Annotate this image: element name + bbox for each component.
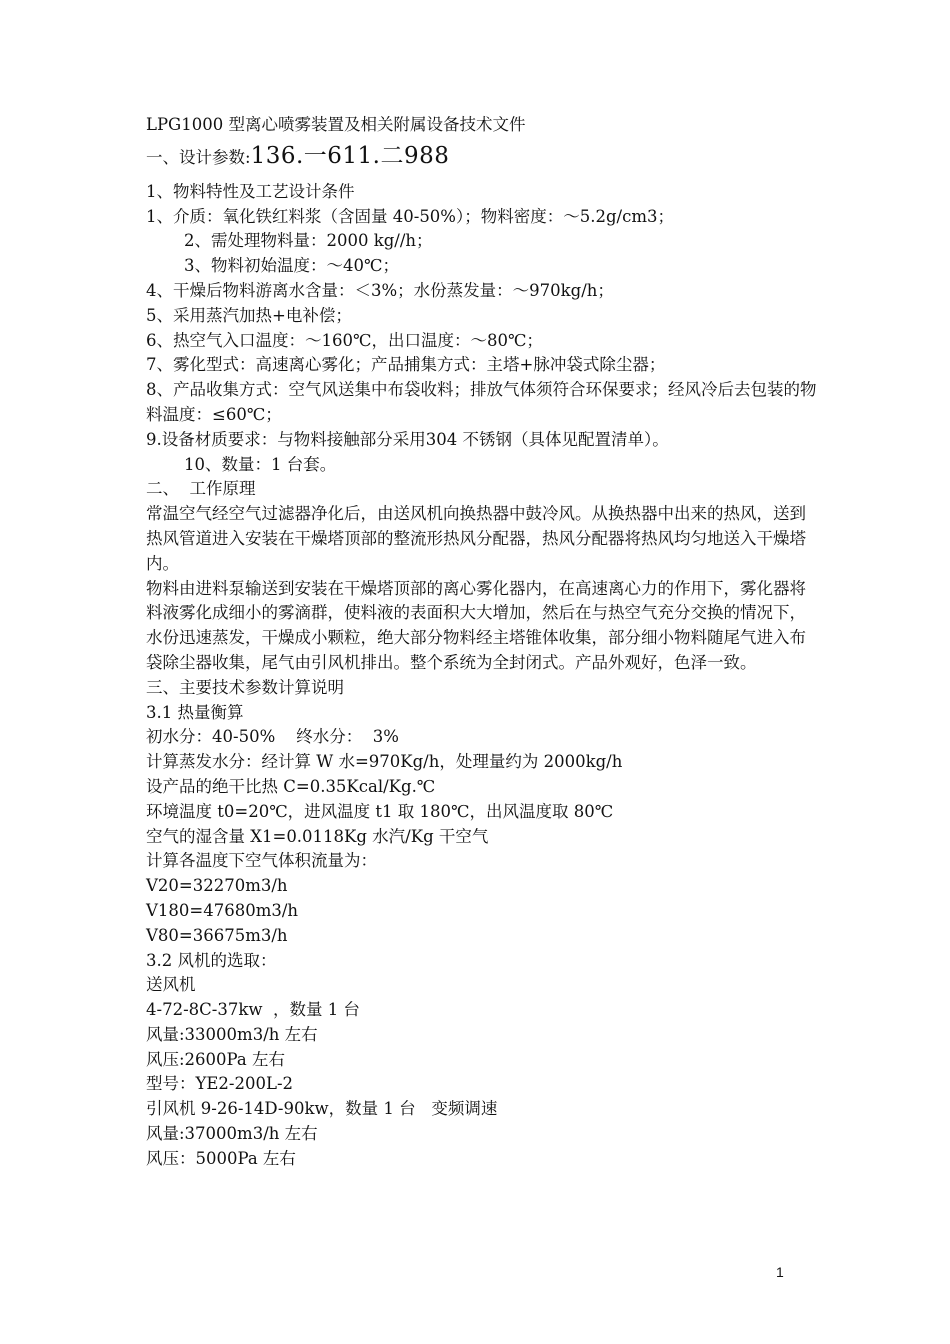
paragraph: 计算各温度下空气体积流量为： bbox=[146, 851, 377, 871]
paragraph: V180=47680m3/h bbox=[146, 900, 299, 920]
paragraph: 二、 工作原理 bbox=[146, 479, 256, 499]
paragraph: 3.1 热量衡算 bbox=[146, 702, 244, 722]
paragraph: 3.2 风机的选取： bbox=[146, 950, 277, 970]
paragraph: 风压：5000Pa 左右 bbox=[146, 1148, 296, 1168]
paragraph: 7、雾化型式：高速离心雾化；产品捕集方式：主塔+脉冲袋式除尘器； bbox=[146, 355, 666, 375]
paragraph: 4-72-8C-37kw ，数量 1 台 bbox=[146, 1000, 360, 1020]
paragraph: 三、主要技术参数计算说明 bbox=[146, 677, 344, 697]
paragraph: 常温空气经空气过滤器净化后，由送风机向换热器中鼓冷风。从换热器中出来的热风，送到热风管道进入安装在干燥塔顶部的整流形热风分配器，热风分配器将热风均匀地送入干燥塔内。 bbox=[146, 504, 806, 573]
paragraph: 计算蒸发水分：经计算 W 水=970Kg/h，处理量约为 2000kg/h bbox=[146, 752, 623, 772]
paragraph: 2、需处理物料量：2000 kg//h； bbox=[184, 231, 433, 251]
paragraph: 初水分：40-50% 终水分： 3% bbox=[146, 727, 399, 747]
paragraph: 10、数量：1 台套。 bbox=[184, 454, 337, 474]
paragraph: 1、物料特性及工艺设计条件 bbox=[146, 181, 355, 201]
paragraph: 环境温度 t0=20℃，进风温度 t1 取 180℃，出风温度取 80℃ bbox=[146, 801, 614, 821]
paragraph: 3、物料初始温度：～40℃； bbox=[184, 256, 399, 276]
paragraph: 9.设备材质要求：与物料接触部分采用304 不锈钢（具体见配置清单）。 bbox=[146, 429, 669, 449]
paragraph: 风量:33000m3/h 左右 bbox=[146, 1024, 318, 1044]
paragraph: 6、热空气入口温度：～160℃，出口温度：～80℃； bbox=[146, 330, 543, 350]
paragraph: 设产品的绝干比热 C=0.35Kcal/Kg.℃ bbox=[146, 776, 436, 796]
paragraph: 1、介质：氧化铁红料浆（含固量 40-50%）；物料密度：～5.2g/cm3； bbox=[146, 206, 674, 226]
page-number: 1 bbox=[776, 1264, 784, 1280]
paragraph-list bbox=[146, 180, 818, 1172]
paragraph: 4、干燥后物料游离水含量：＜3%；水份蒸发量：～970kg/h； bbox=[146, 280, 614, 300]
paragraph: 风压:2600Pa 左右 bbox=[146, 1049, 285, 1069]
paragraph: 物料由进料泵输送到安装在干燥塔顶部的离心雾化器内，在高速离心力的作用下，雾化器将料液雾化成细小的雾滴群，使料液的表面积大大增加，然后在与热空气充分交换的情况下，水份迅速蒸发，干燥成小颗粒，绝大部分物料经主塔锥体收集，部分细小物料随尾气进入布袋除尘器收集，尾气由引风机排出。整个系统为全封闭式。产品外观好，色泽一致。 bbox=[146, 578, 806, 672]
section-heading-label: 一、设计参数: bbox=[146, 147, 251, 167]
paragraph: V80=36675m3/h bbox=[146, 925, 288, 945]
paragraph: V20=32270m3/h bbox=[146, 876, 288, 896]
paragraph: 送风机 bbox=[146, 975, 196, 995]
paragraph: 空气的湿含量 X1=0.0118Kg 水汽/Kg 干空气 bbox=[146, 826, 489, 846]
paragraph: 风量:37000m3/h 左右 bbox=[146, 1124, 318, 1144]
document-title: LPG1000 型离心喷雾装置及相关附属设备技术文件 bbox=[146, 115, 526, 134]
paragraph: 型号：YE2-200L-2 bbox=[146, 1074, 294, 1094]
paragraph: 5、采用蒸汽加热+电补偿； bbox=[146, 305, 352, 325]
section-heading-number: 136.一611.二988 bbox=[250, 142, 450, 169]
section-heading-design-params bbox=[146, 140, 818, 174]
document-body bbox=[146, 113, 818, 1172]
paragraph: 引风机 9-26-14D-90kw，数量 1 台 变频调速 bbox=[146, 1099, 498, 1119]
paragraph: 8、产品收集方式：空气风送集中布袋收料；排放气体须符合环保要求；经风冷后去包装的物料温度：≤60℃； bbox=[146, 380, 817, 424]
